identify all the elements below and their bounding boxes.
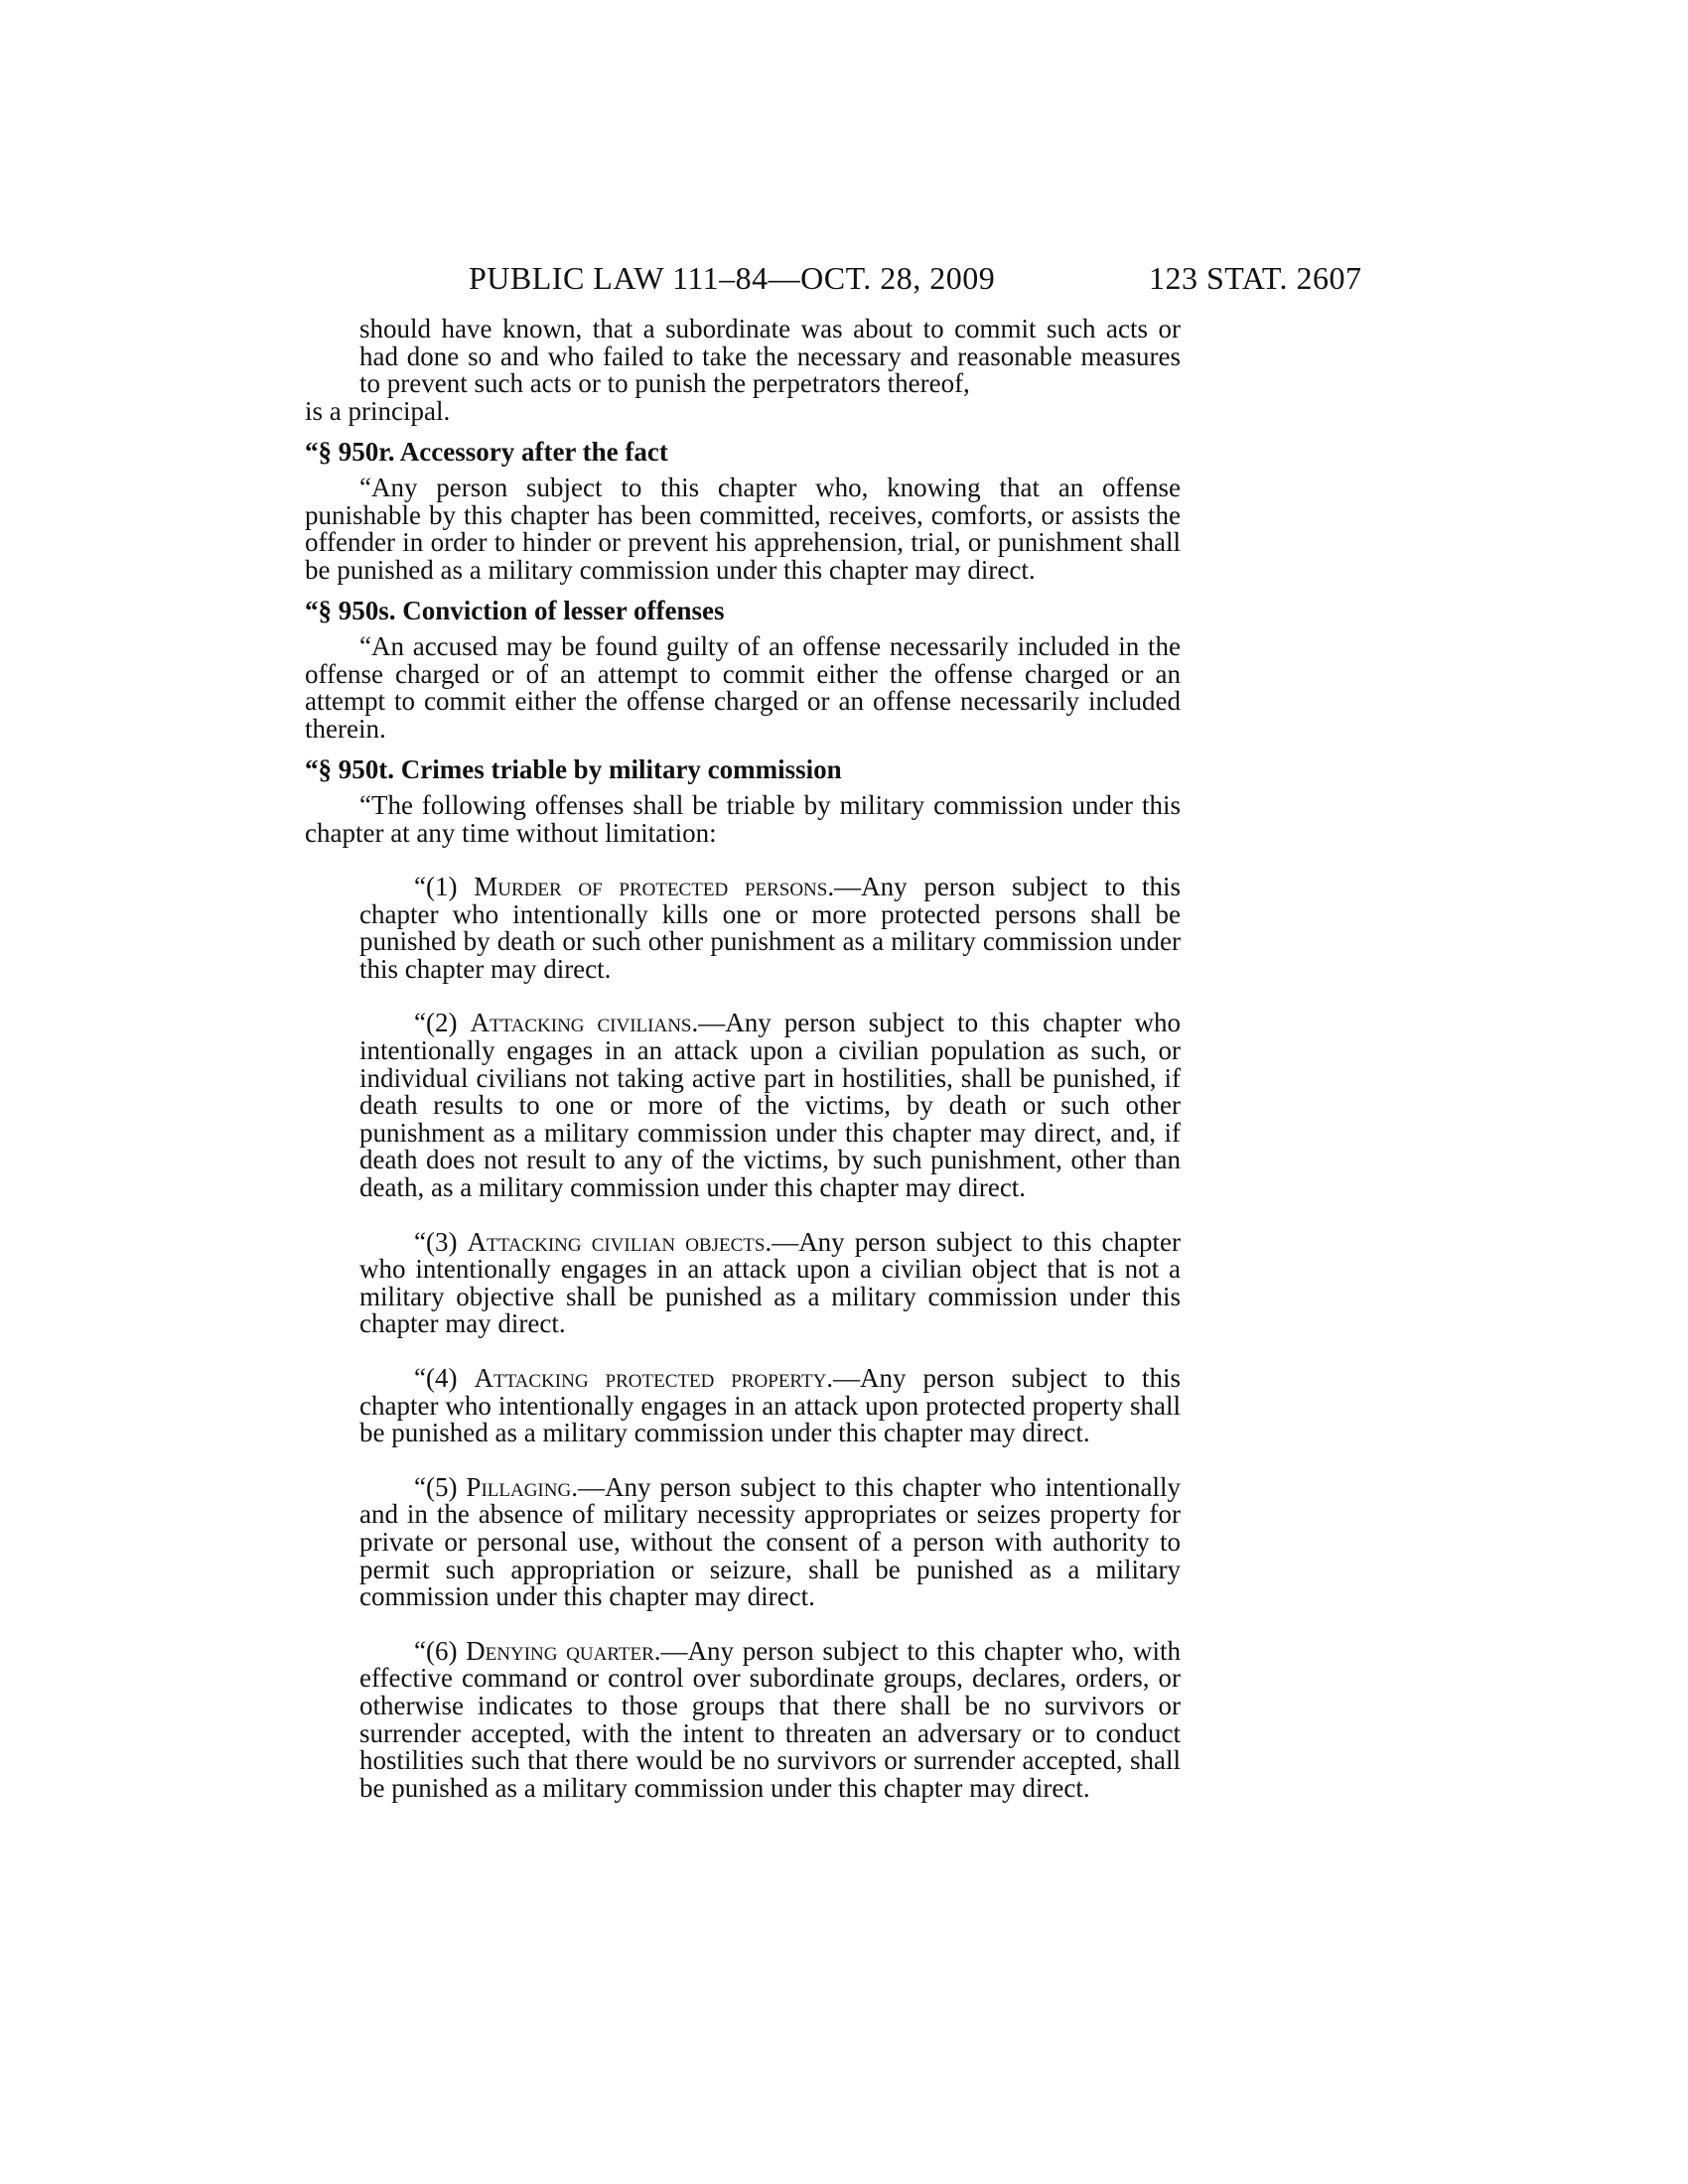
offense-item (359, 874, 1181, 983)
page-header (0, 260, 1688, 300)
continued-paragraph: should have known, that a subordinate was about to commit such acts or had done so and who failed to take the necessary and reasonable measures to prevent such acts or to punish the perpetrators thereof, (359, 314, 1181, 399)
offense-title: Pillaging. (466, 1471, 578, 1502)
offense-number: “(5) (414, 1471, 467, 1502)
offense-number: “(6) (414, 1635, 467, 1666)
section-heading-950t: “§ 950t. Crimes triable by military commission (305, 754, 842, 785)
offense-number: “(4) (414, 1363, 475, 1393)
offense-number: “(2) (414, 1008, 471, 1038)
offense-item (359, 1365, 1181, 1447)
offense-title: Attacking protected property. (474, 1363, 834, 1393)
offense-text: —Any person subject to this chapter who intentionally kills one or more protected persons shall be punished by death or such other punishment as a military commission under this chapter may direct. (359, 872, 1182, 984)
section-text-950t: “The following offenses shall be triable by military commission under this chapter at any time without limitation: (305, 789, 1181, 848)
offense-text: —Any person subject to this chapter who, with effective command or control over subordinate groups, declares, orders, or otherwise indicates to those groups that there shall be no survivors or surrender accepted, with the intent to threaten an adversary or to conduct hostilities such that there would be no survivors or surrender accepted, shall be punished as a military commission under this chapter may direct. (359, 1635, 1181, 1803)
offense-item (359, 1226, 1181, 1339)
offense-item (359, 1635, 1181, 1803)
offense-item (359, 1471, 1182, 1612)
section-heading-950r: “§ 950r. Accessory after the fact (305, 437, 668, 468)
offense-text: —Any person subject to this chapter who intentionally and in the absence of military necessity appropriates or seizes property for private or personal use, without the consent of a person with authority to permit such appropriation or seizure, shall be punished as a military commission under this chapter may direct. (359, 1471, 1182, 1612)
offense-title: Murder of protected persons. (474, 872, 835, 902)
offense-number: “(3) (414, 1226, 468, 1257)
section-text-950r: “Any person subject to this chapter who, knowing that an offense punishable by this chapter has been committed, receives, comforts, or assists the offender in order to hinder or prevent his apprehension, trial, or punishment shall be punished as a military commission under this chapter may direct. (305, 472, 1181, 585)
closing-line: is a principal. (305, 395, 451, 426)
offense-number: “(1) (414, 872, 475, 902)
offense-item (359, 1010, 1181, 1201)
section-text-950s: “An accused may be found guilty of an offense necessarily included in the offense charged or of an attempt to commit either the offense charged or an attempt to commit either the offense charged or an offense necessarily included therein. (305, 630, 1181, 744)
offense-title: Attacking civilian objects. (467, 1226, 773, 1257)
offense-text: —Any person subject to this chapter who intentionally engages in an attack upon a civilian population as such, or individual civilians not taking active part in hostilities, shall be punished, if death results to one or more of the victims, by death or such other punishment as a military commission under this chapter may direct, and, if death does not result to any of the victims, by such punishment, other than death, as a military commission under this chapter may direct. (359, 1008, 1181, 1203)
offense-text: —Any person subject to this chapter who intentionally engages in an attack upon protected property shall be punished as a military commission under this chapter may direct. (359, 1363, 1181, 1448)
statute-page-number: 123 STAT. 2607 (1149, 260, 1362, 296)
document-body (305, 316, 1181, 1829)
section-heading-950s: “§ 950s. Conviction of lesser offenses (305, 596, 725, 626)
offense-title: Attacking civilians. (470, 1008, 699, 1038)
running-head-title: PUBLIC LAW 111–84—OCT. 28, 2009 (469, 260, 996, 296)
offense-title: Denying quarter. (466, 1635, 661, 1666)
offense-text: —Any person subject to this chapter who intentionally engages in an attack upon a civilian object that is not a military objective shall be punished as a military commission under this chapter may direct. (359, 1226, 1181, 1339)
